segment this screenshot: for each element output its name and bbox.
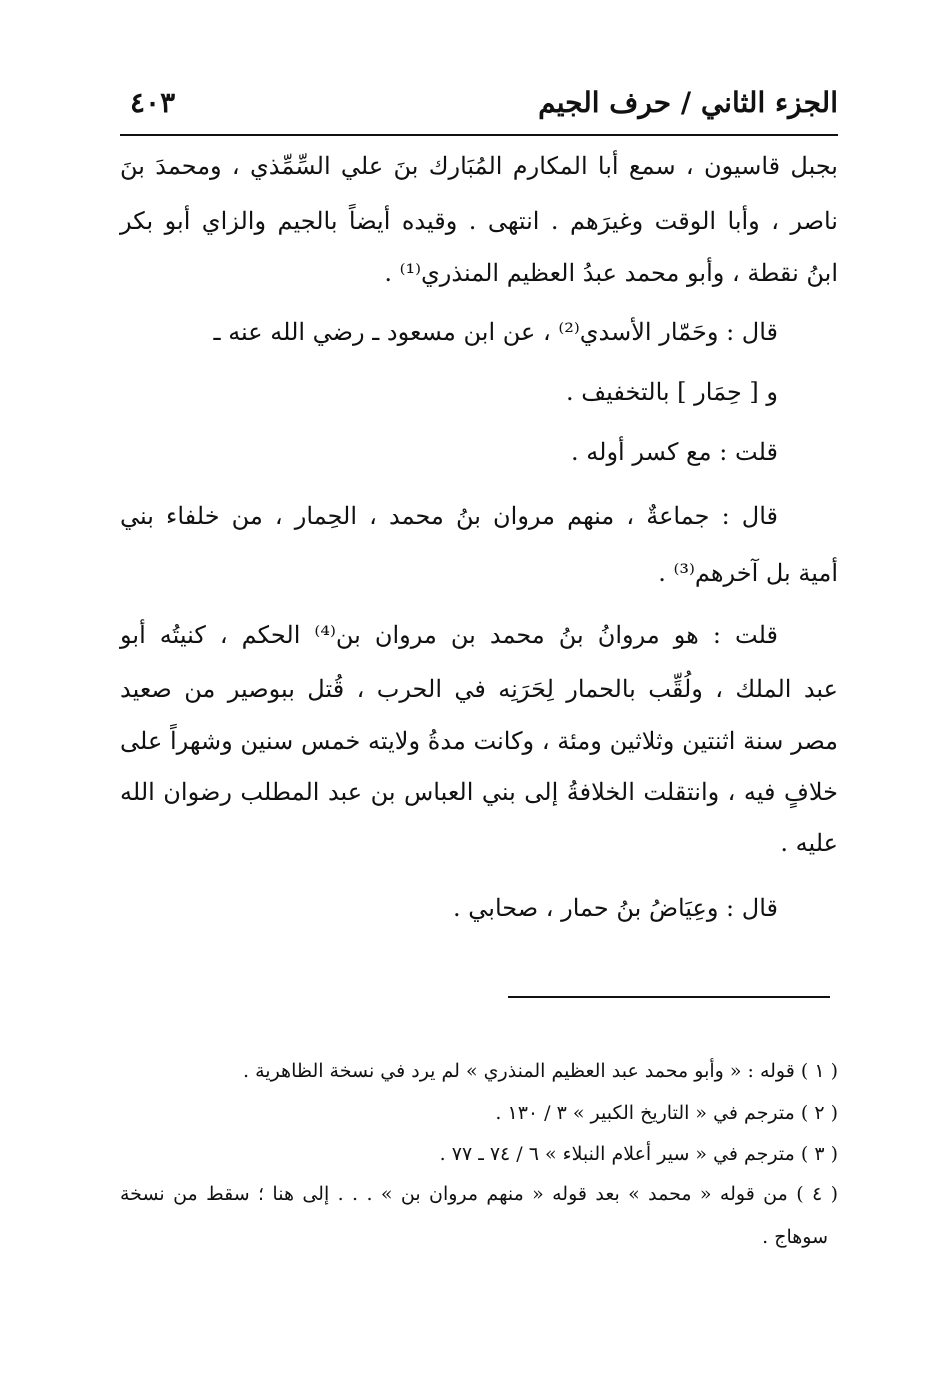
footnote-line: ( ٣ ) مترجم في « سير أعلام النبلاء » ٦ / ٧٤ ـ ٧٧ . [439, 1143, 838, 1165]
body-line: قلت : هو مروانُ بنُ محمد بن مروان بن⁽⁴⁾ الحكم ، كنيتُه أبو [120, 621, 778, 649]
footnote-divider [508, 996, 830, 998]
body-line: أمية بل آخرهم⁽³⁾ . [658, 559, 838, 587]
body-line: عليه . [780, 829, 838, 857]
footnote-line: ( ١ ) قوله : « وأبو محمد عبد العظيم المنذري » لم يرد في نسخة الظاهرية . [243, 1060, 838, 1082]
body-line: ناصر ، وأبا الوقت وغيرَهم . انتهى . وقيده أيضاً بالجيم والزاي أبو بكر [120, 207, 838, 235]
footnote-line: ( ٤ ) من قوله « محمد » بعد قوله « منهم مروان بن » . . . إلى هنا ؛ سقط من نسخة [120, 1183, 838, 1205]
page-number: ٤٠٣ [130, 86, 176, 119]
body-line: قال : جماعةٌ ، منهم مروان بنُ محمد ، الحِمار ، من خلفاء بني [120, 502, 778, 530]
body-line: بجبل قاسيون ، سمع أبا المكارم المُبَارك بنَ علي السِّمِّذي ، ومحمدَ بنَ [120, 152, 838, 180]
body-line: و [ حِمَار ] بالتخفيف . [566, 378, 778, 406]
footnote-line: سوهاج . [762, 1226, 828, 1248]
header-title: الجزء الثاني / حرف الجيم [538, 86, 838, 119]
body-line: قال : وعِيَاضُ بنُ حمار ، صحابي . [453, 894, 778, 922]
body-line: ابنُ نقطة ، وأبو محمد عبدُ العظيم المنذري⁽¹⁾ . [384, 259, 838, 287]
header-divider [120, 134, 838, 136]
body-line: مصر سنة اثنتين وثلاثين ومئة ، وكانت مدةُ ولايته خمس سنين وشهراً على [120, 727, 838, 755]
body-line: عبد الملك ، ولُقِّب بالحمار لِحَرَنِه في الحرب ، قُتل ببوصير من صعيد [120, 675, 838, 703]
running-header [120, 86, 838, 126]
body-line: قلت : مع كسر أوله . [571, 438, 778, 466]
footnote-line: ( ٢ ) مترجم في « التاريخ الكبير » ٣ / ١٣٠ . [495, 1102, 838, 1124]
body-line: خلافٍ فيه ، وانتقلت الخلافةُ إلى بني العباس بن عبد المطلب رضوان الله [120, 778, 838, 806]
body-line: قال : وحَمّار الأسدي⁽²⁾ ، عن ابن مسعود ـ رضي الله عنه ـ [213, 318, 778, 346]
